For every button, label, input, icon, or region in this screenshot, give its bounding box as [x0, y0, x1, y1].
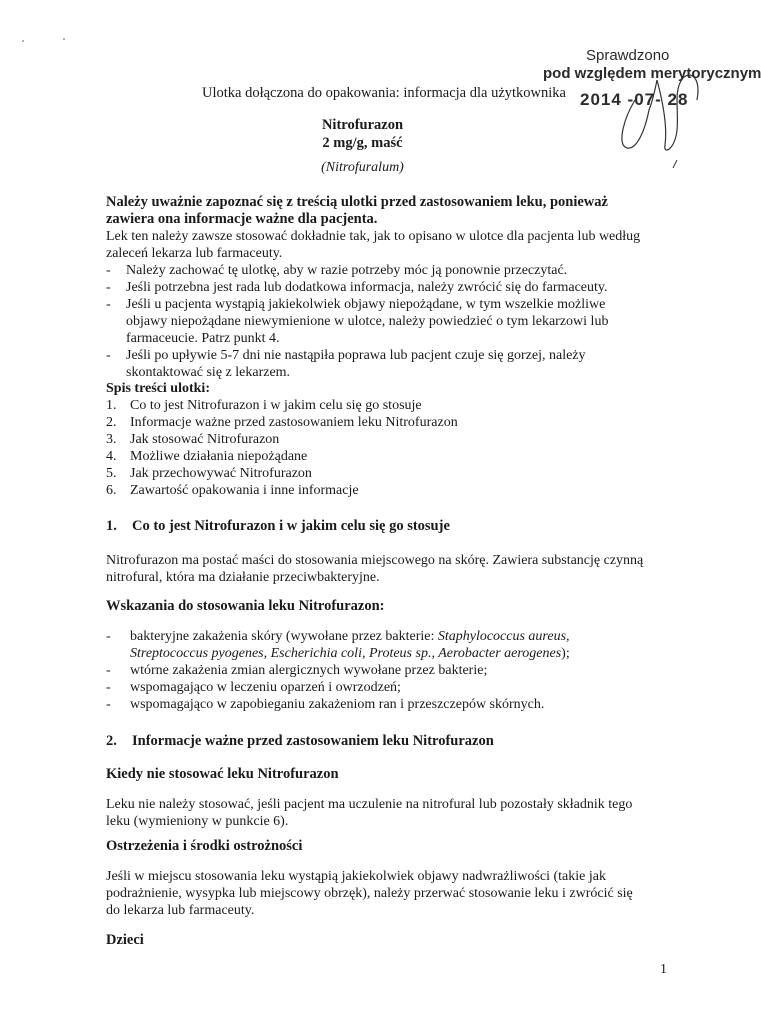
intro-bullet: - Jeśli u pacjenta wystąpią jakiekolwiek objawy niepożądane, w tym wszelkie możliwe objawy niepożądane niewymienione w ulotce, należy powiedzieć o tym lekarzowi lub farmaceucie. Patrz punkt 4. [106, 296, 646, 347]
scan-speck [22, 40, 24, 42]
intro-bullet: - Jeśli potrzebna jest rada lub dodatkowa informacja, należy zwrócić się do farmaceuty. [106, 279, 646, 296]
indication-item: - wtórne zakażenia zmian alergicznych wywołane przez bakterie; [106, 662, 646, 679]
indication-item: - bakteryjne zakażenia skóry (wywołane przez bakterie: Staphylococcus aureus, Streptococcus pyogenes, Escherichia coli, Proteus sp., Aerobacter aerogenes); [106, 628, 646, 662]
toc-item: 1. Co to jest Nitrofurazon i w jakim celu się go stosuje [106, 398, 422, 413]
intro-bullet: - Jeśli po upływie 5-7 dni nie nastąpiła poprawa lub pacjent czuje się gorzej, należy skontaktować się z lekarzem. [106, 347, 646, 381]
toc-title: Spis treści ulotki: [106, 381, 210, 396]
intro-bullet: - Należy zachować tę ulotkę, aby w razie potrzeby móc ją ponownie przeczytać. [106, 262, 646, 279]
latin-name: (Nitrofuralum) [321, 160, 404, 175]
toc-item: 5. Jak przechowywać Nitrofurazon [106, 466, 312, 481]
scan-speck [63, 38, 65, 40]
toc-item: 4. Możliwe działania niepożądane [106, 449, 308, 464]
section-1-paragraph: Nitrofurazon ma postać maści do stosowania miejscowego na skórę. Zawiera substancję czynną nitrofural, która ma działanie przeciwbakteryjne. [106, 553, 644, 585]
bacteria-species: Staphylococcus aureus, Streptococcus pyogenes, Escherichia coli, Proteus sp., Aerobacter aerogenes [130, 629, 570, 661]
section-2-heading: 2. Informacje ważne przed zastosowaniem leku Nitrofurazon [106, 733, 494, 749]
warnings-title: Ostrzeżenia i środki ostrożności [106, 838, 303, 854]
toc-item: 6. Zawartość opakowania i inne informacje [106, 483, 359, 498]
indication-item: - wspomagająco w leczeniu oparzeń i owrzodzeń; [106, 679, 646, 696]
signature-scribble [605, 60, 715, 170]
page-number: 1 [660, 962, 667, 977]
section-1-heading: 1. Co to jest Nitrofurazon i w jakim celu się go stosuje [106, 518, 450, 534]
table-of-contents [106, 380, 646, 499]
children-title: Dzieci [106, 932, 144, 948]
leaflet-header: Ulotka dołączona do opakowania: informacja dla użytkownika [202, 85, 566, 101]
intro-section [106, 194, 646, 381]
warnings-text: Jeśli w miejscu stosowania leku wystąpią jakiekolwiek objawy nadwrażliwości (takie jak podrażnienie, wysypka lub miejscowy obrzęk), należy przerwać stosowanie leku i zwrócić się do lekarza lub farmaceuty. [106, 869, 633, 918]
toc-item: 3. Jak stosować Nitrofurazon [106, 432, 280, 447]
intro-usage: Lek ten należy zawsze stosować dokładnie tak, jak to opisano w ulotce dla pacjenta lub według zaleceń lekarza lub farmaceuty. [106, 229, 641, 261]
stamp-line-1: Sprawdzono [586, 47, 670, 64]
indications-title: Wskazania do stosowania leku Nitrofurazon: [106, 598, 385, 614]
contraindications-text: Leku nie należy stosować, jeśli pacjent ma uczulenie na nitrofural lub pozostały składnik tego leku (wymieniony w punkcie 6). [106, 797, 633, 829]
drug-strength: 2 mg/g, maść [322, 135, 403, 151]
intro-warning: Należy uważnie zapoznać się z treścią ulotki przed zastosowaniem leku, ponieważ zawiera ona informacje ważne dla pacjenta. [106, 194, 608, 227]
drug-name: Nitrofurazon [321, 117, 404, 133]
stamp-line-2: pod względem merytorycznym [543, 65, 761, 82]
indications-list [106, 628, 646, 713]
toc-item: 2. Informacje ważne przed zastosowaniem leku Nitrofurazon [106, 415, 458, 430]
indication-item: - wspomagająco w zapobieganiu zakażeniom ran i przeszczepów skórnych. [106, 696, 646, 713]
stamp-date: 2014 -07- 28 [580, 90, 689, 109]
contraindications-title: Kiedy nie stosować leku Nitrofurazon [106, 766, 339, 782]
